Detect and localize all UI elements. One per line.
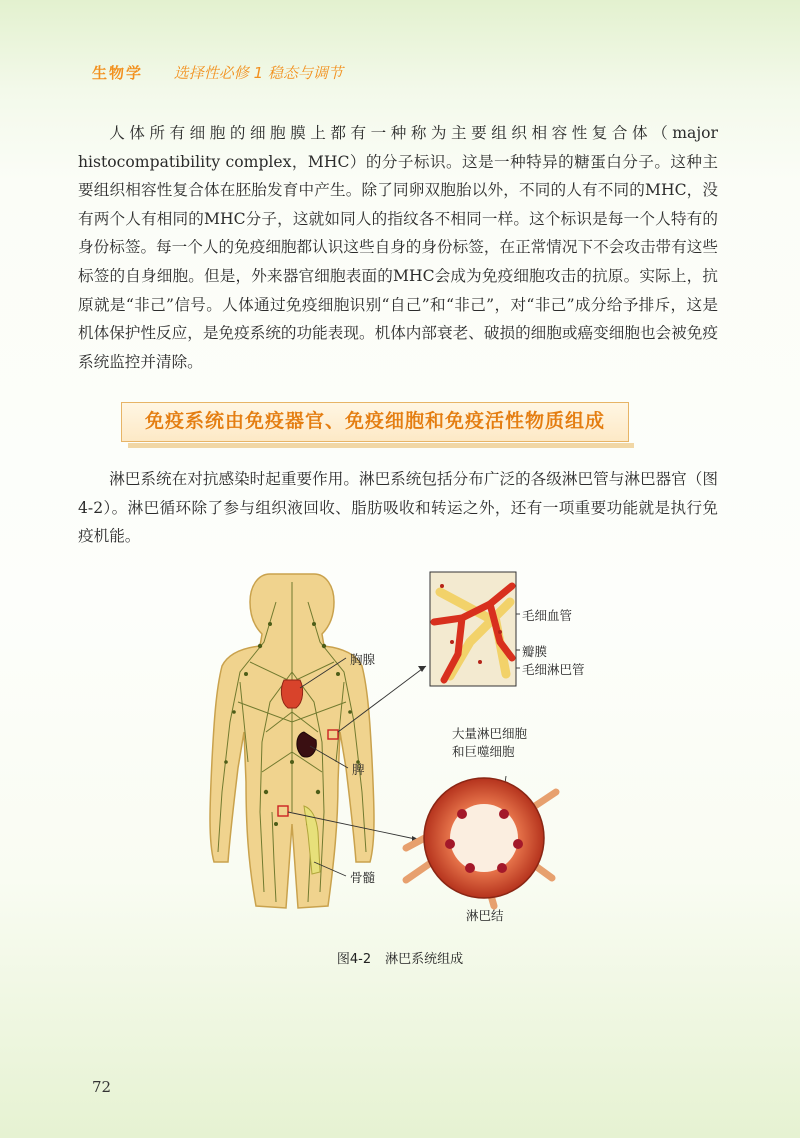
- label-spleen: 脾: [352, 762, 365, 777]
- running-header: [92, 62, 343, 83]
- paragraph-mhc: [78, 119, 718, 376]
- caption-text: 淋巴系统组成: [385, 952, 464, 967]
- body-figure: [210, 574, 374, 908]
- page-number: 72: [92, 1078, 112, 1096]
- caption-number: 图4-2: [336, 952, 372, 967]
- header-subject: 生物学: [92, 64, 144, 82]
- paragraph-lymph-text: 淋巴系统在对抗感染时起重要作用。淋巴系统包括分布广泛的各级淋巴管与淋巴器官（图4-2）。淋巴循环除了参与组织液回收、脂肪吸收和转运之外，还有一项重要功能就是执行免疫机能。: [78, 470, 718, 546]
- thymus-shape: [281, 680, 302, 708]
- label-capillary: 毛细血管: [522, 608, 573, 623]
- lymph-node-inset: [406, 778, 556, 906]
- label-lymphocytes-line1: 大量淋巴细胞: [452, 726, 528, 741]
- header-book-title: 选择性必修 1 稳态与调节: [173, 64, 343, 82]
- label-lymph-node: 淋巴结: [466, 908, 504, 923]
- paragraph-mhc-text: 人体所有细胞的细胞膜上都有一种称为主要组织相容性复合体（major histocompatibility complex，MHC）的分子标识。这是一种特异的糖蛋白分子。这种主要组织相容性复合体在胚胎发育中产生。除了同卵双胞胎以外，不同的人有不同的MHC，没有两个人有相同的MHC分子，这就如同人的指纹各不相同一样。这个标识是每一个人特有的身份标签。每一个人的免疫细胞都认识这些自身的身份标签，在正常情况下不会攻击带有这些标签的自身细胞。但是，外来器官细胞表面的MHC会成为免疫细胞攻击的抗原。实际上，抗原就是“非己”信号。人体通过免疫细胞识别“自己”和“非己”，对“非己”成分给予排斥，这是机体保护性反应，是免疫系统的功能表现。机体内部衰老、破损的细胞或癌变细胞也会被免疫系统监控并清除。: [78, 124, 718, 371]
- paragraph-lymph: [78, 465, 718, 551]
- label-valve: 瓣膜: [522, 644, 548, 659]
- label-bone-marrow: 骨髓: [350, 870, 376, 885]
- figure-caption: [0, 948, 800, 967]
- capillary-inset: [430, 572, 516, 686]
- section-title: 免疫系统由免疫器官、免疫细胞和免疫活性物质组成: [121, 402, 629, 442]
- label-lymph-capillary: 毛细淋巴管: [522, 662, 585, 677]
- label-thymus: 胸腺: [350, 652, 376, 667]
- label-lymphocytes-line2: 和巨噬细胞: [452, 744, 515, 759]
- figure-lymphatic-system: [200, 562, 620, 932]
